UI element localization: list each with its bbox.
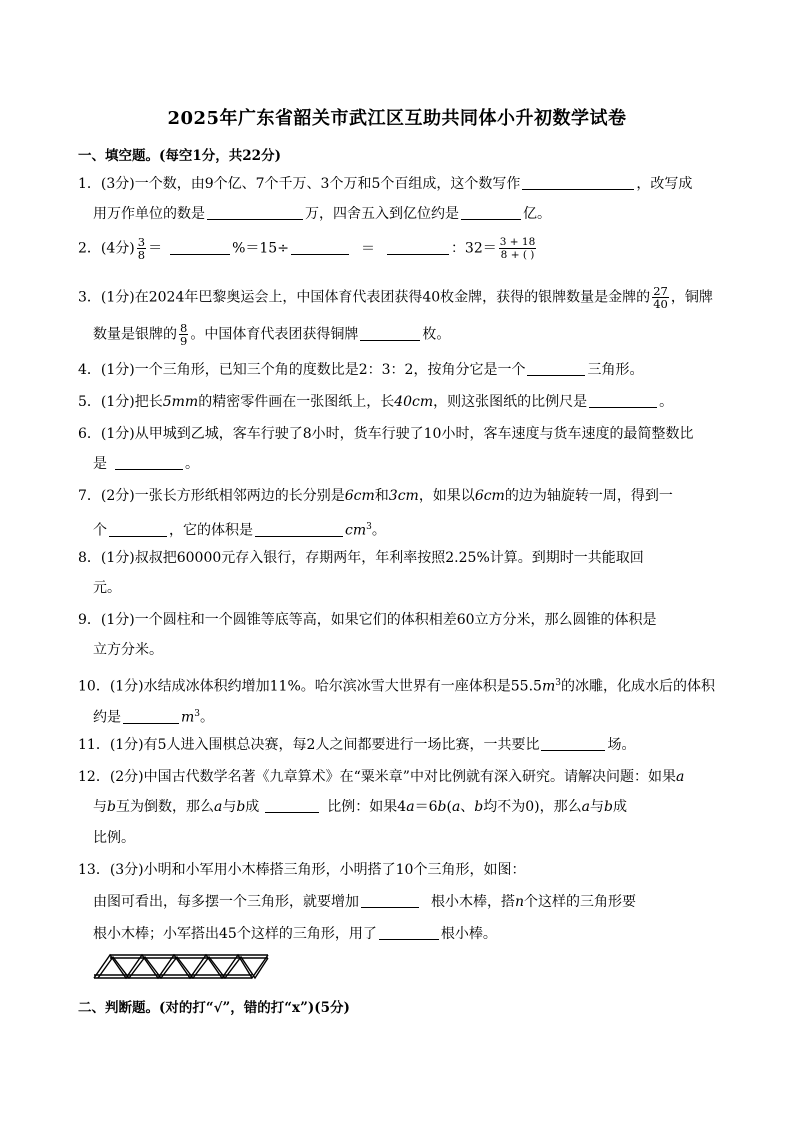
question-1-line-1: 1．(3分)一个数，由9个亿、7个千万、3个万和5个百组成，这个数写作 ，改写成 xyxy=(78,176,693,192)
question-9-line-2: 立方分米。 xyxy=(93,642,163,658)
question-10-line-1: 10．(1分)水结成冰体积约增加11%。哈尔滨冰雪大世界有一座体积是$55.5m^3$的冰雕，化成水后的体积 xyxy=(78,678,715,695)
section-fill-blank-heading: 一、填空题。(每空1分，共22分) xyxy=(78,148,281,164)
answer-blank[interactable] xyxy=(522,175,634,190)
answer-blank[interactable] xyxy=(115,455,183,470)
fraction: $\frac{3 + 18}{8 + ( )}$ xyxy=(499,236,536,261)
fraction: $\frac{27}{40}$ xyxy=(653,284,668,311)
answer-blank[interactable] xyxy=(379,925,439,940)
answer-blank[interactable] xyxy=(360,326,420,341)
question-3-line-2: 数量是银牌的 $\frac{8}{9}$ 。中国体育代表团获得铜牌 枚。 xyxy=(93,321,451,348)
question-12-line-3: 比例。 xyxy=(93,830,135,846)
section-true-false-heading: 二、判断题。(对的打“√”，错的打“x”)(5分) xyxy=(78,1000,350,1016)
fraction: $\frac{3}{8}$ xyxy=(137,235,146,262)
question-3-line-1: 3．(1分)在2024年巴黎奥运会上，中国体育代表团获得40枚金牌，获得的银牌数量是金牌的 $\frac{27}{40}$ ，铜牌 xyxy=(78,284,713,311)
question-10-line-2: 约是 $m^3$。 xyxy=(93,709,215,726)
answer-blank[interactable] xyxy=(123,709,179,724)
answer-blank[interactable] xyxy=(207,205,303,220)
fraction: $\frac{8}{9}$ xyxy=(180,321,188,348)
answer-blank[interactable] xyxy=(589,393,657,408)
question-8-line-2: 元。 xyxy=(93,580,121,596)
question-13-line-1: 13．(3分)小明和小军用小木棒搭三角形，小明搭了10个三角形，如图： xyxy=(78,862,526,878)
question-13-line-3: 根小木棒；小军搭出45个这样的三角形，用了 根小棒。 xyxy=(93,926,497,942)
question-8-line-1: 8．(1分)叔叔把60000元存入银行，存期两年，年利率按照2.25%计算。到期时一共能取回 xyxy=(78,550,644,566)
question-1-line-2: 用万作单位的数是 万，四舍五入到亿位约是 亿。 xyxy=(93,206,551,222)
answer-blank[interactable] xyxy=(265,798,319,813)
question-7-line-2: 个 ，它的体积是 $cm^3$。 xyxy=(93,522,386,539)
question-12-line-1: 12．(2分)中国古代数学名著《九章算术》在“粟米章”中对比例就有深入研究。请解决问题：如果a xyxy=(78,769,685,785)
exam-title: 2025年广东省韶关市武江区互助共同体小升初数学试卷 xyxy=(167,108,627,129)
question-5: 5．(1分)把长5mm的精密零件画在一张图纸上，长40cm，则这张图纸的比例尺是 。 xyxy=(78,394,674,410)
question-2: 2．(4分) $\frac{3}{8}$ ＝ %＝15÷ ＝ ：32＝ $\frac{3 + 18}{8 + ( )}$ xyxy=(78,235,536,262)
question-11: 11．(1分)有5人进入围棋总决赛，每2人之间都要进行一场比赛，一共要比 场。 xyxy=(78,737,636,753)
answer-blank[interactable] xyxy=(527,361,585,376)
answer-blank[interactable] xyxy=(361,893,419,908)
question-7-line-1: 7．(2分)一张长方形纸相邻两边的长分别是6cm和3cm，如果以6cm的边为轴旋转一周，得到一 xyxy=(78,488,673,504)
answer-blank[interactable] xyxy=(170,240,230,255)
answer-blank[interactable] xyxy=(291,240,349,255)
question-4: 4．(1分)一个三角形，已知三个角的度数比是2：3：2，按角分它是一个 三角形。 xyxy=(78,362,644,378)
question-9-line-1: 9．(1分)一个圆柱和一个圆锥等底等高，如果它们的体积相差60立方分米，那么圆锥的体积是 xyxy=(78,612,657,628)
triangle-sticks-figure xyxy=(92,952,272,982)
answer-blank[interactable] xyxy=(387,240,449,255)
question-6-line-1: 6．(1分)从甲城到乙城，客车行驶了8小时，货车行驶了10小时，客车速度与货车速度的最简整数比 xyxy=(78,426,694,442)
answer-blank[interactable] xyxy=(109,522,167,537)
question-12-line-2: 与b互为倒数，那么a与b成 比例：如果4a＝6b(a、b均不为0)，那么a与b成 xyxy=(93,799,627,815)
answer-blank[interactable] xyxy=(461,205,521,220)
question-6-line-2: 是 。 xyxy=(93,456,199,472)
answer-blank[interactable] xyxy=(541,736,605,751)
question-13-line-2: 由图可看出，每多摆一个三角形，就要增加 根小木棒，搭n个这样的三角形要 xyxy=(93,894,637,910)
answer-blank[interactable] xyxy=(255,522,343,537)
